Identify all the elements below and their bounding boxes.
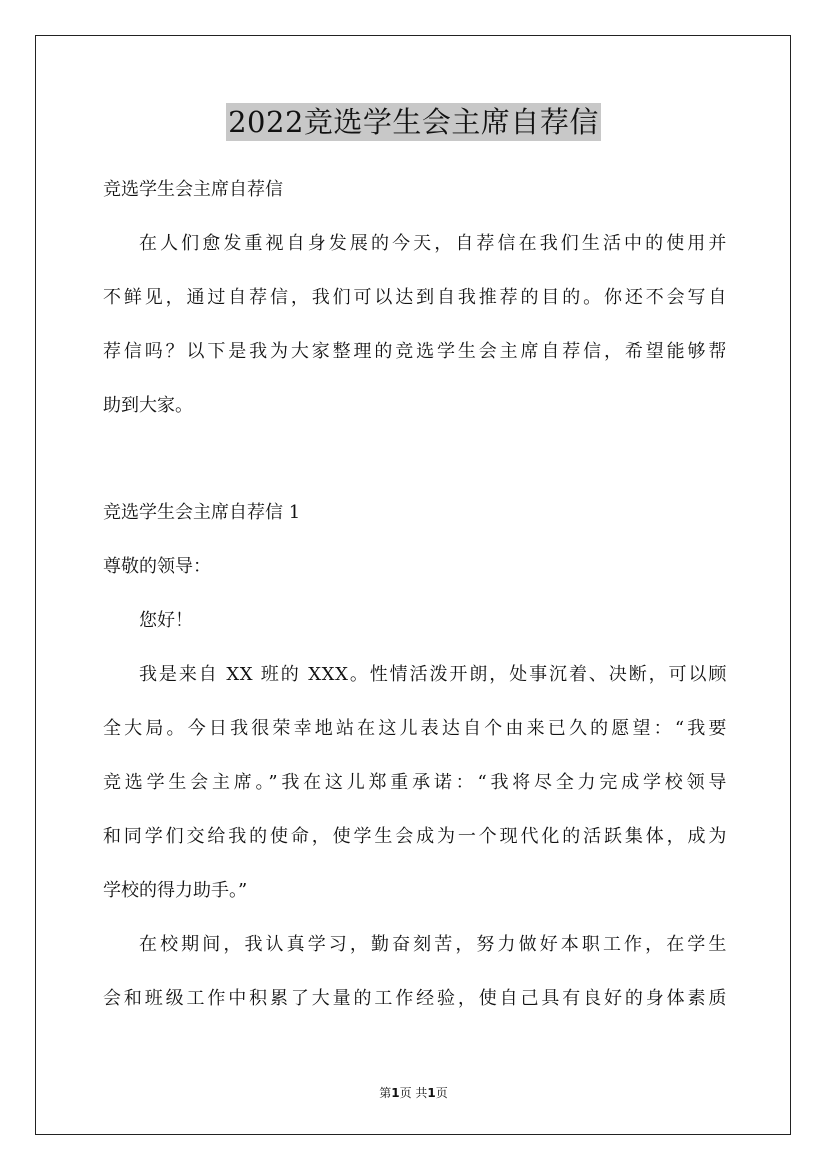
para2-line-1: 在校期间，我认真学习，勤奋刻苦，努力做好本职工作，在学生 [139,934,727,955]
intro-line-4: 助到大家。 [103,395,193,416]
para1-line-5: 学校的得力助手。” [103,880,248,901]
footer-suffix: 页 [435,1086,448,1100]
page-footer [0,1084,827,1101]
para1-line-4: 和同学们交给我的使命，使学生会成为一个现代化的活跃集体，成为 [103,826,727,847]
intro-line-2: 不鲜见，通过自荐信，我们可以达到自我推荐的目的。你还不会写自 [103,287,727,308]
section-heading: 竞选学生会主席自荐信 1 [103,502,301,523]
footer-mid: 页 共 [399,1086,428,1100]
para1-line-1: 我是来自 XX 班的 XXX。性情活泼开朗，处事沉着、决断，可以顾 [139,664,727,685]
greeting: 您好！ [139,610,193,631]
footer-prefix: 第 [379,1086,392,1100]
intro-line-3: 荐信吗？以下是我为大家整理的竞选学生会主席自荐信，希望能够帮 [103,341,727,362]
title-container [0,103,827,141]
document-title: 2022竞选学生会主席自荐信 [228,105,599,139]
para1-line-3: 竞选学生会主席。”我在这儿郑重承诺：“我将尽全力完成学校领导 [103,772,727,793]
salutation: 尊敬的领导： [103,556,211,577]
intro-line-1: 在人们愈发重视自身发展的今天，自荐信在我们生活中的使用并 [139,233,727,254]
para2-line-2: 会和班级工作中积累了大量的工作经验，使自己具有良好的身体素质 [103,988,727,1009]
document-heading: 竞选学生会主席自荐信 [103,179,283,200]
paragraph-2 [103,931,727,1013]
document-body [103,176,727,1013]
intro-paragraph [103,230,727,420]
footer-current-page: 1 [391,1086,400,1100]
para1-line-2: 全大局。今日我很荣幸地站在这儿表达自个由来已久的愿望：“我要 [103,718,727,739]
footer-total-pages: 1 [427,1086,436,1100]
paragraph-1 [103,661,727,905]
